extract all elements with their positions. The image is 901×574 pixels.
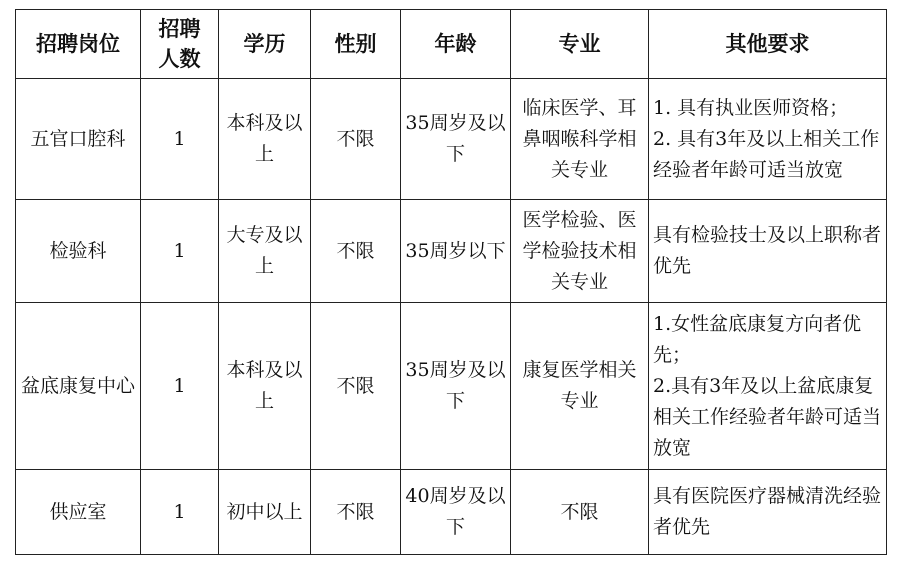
other-line: 2.具有3年及以上盆底康复相关工作经验者年龄可适当放宽 (653, 374, 882, 459)
cell-major: 医学检验、医学检验技术相关专业 (511, 200, 649, 303)
table-row (16, 200, 887, 303)
cell-gender: 不限 (311, 303, 401, 470)
other-line: 1.女性盆底康复方向者优先； (653, 312, 862, 366)
cell-gender: 不限 (311, 200, 401, 303)
header-major: 专业 (511, 10, 649, 79)
header-gender: 性别 (311, 10, 401, 79)
cell-age: 40周岁及以下 (401, 470, 511, 555)
other-line: 2. 具有3年及以上相关工作经验者年龄可适当放宽 (653, 127, 880, 181)
other-line: 具有检验技士及以上职称者优先 (653, 224, 882, 277)
cell-age: 35周岁以下 (401, 200, 511, 303)
cell-position: 五官口腔科 (16, 79, 141, 200)
header-other: 其他要求 (649, 10, 887, 79)
header-education: 学历 (219, 10, 311, 79)
header-age: 年龄 (401, 10, 511, 79)
header-position: 招聘岗位 (16, 10, 141, 79)
table-row (16, 79, 887, 200)
cell-major: 康复医学相关专业 (511, 303, 649, 470)
cell-position: 供应室 (16, 470, 141, 555)
cell-position: 检验科 (16, 200, 141, 303)
header-count (141, 10, 219, 79)
cell-other (649, 200, 887, 303)
cell-education: 本科及以上 (219, 303, 311, 470)
header-row (16, 10, 887, 79)
cell-other (649, 79, 887, 200)
cell-major: 临床医学、耳鼻咽喉科学相关专业 (511, 79, 649, 200)
header-count-text: 招聘人数 (158, 17, 201, 71)
cell-position: 盆底康复中心 (16, 303, 141, 470)
cell-count: 1 (141, 303, 219, 470)
cell-education: 本科及以上 (219, 79, 311, 200)
recruitment-table (15, 9, 887, 555)
table-row (16, 470, 887, 555)
cell-gender: 不限 (311, 470, 401, 555)
table-row (16, 303, 887, 470)
cell-age: 35周岁及以下 (401, 303, 511, 470)
cell-count: 1 (141, 200, 219, 303)
cell-count: 1 (141, 79, 219, 200)
cell-count: 1 (141, 470, 219, 555)
cell-education: 初中以上 (219, 470, 311, 555)
other-line: 具有医院医疗器械清洗经验者优先 (653, 485, 882, 538)
cell-education: 大专及以上 (219, 200, 311, 303)
cell-other (649, 470, 887, 555)
other-line: 1. 具有执业医师资格； (653, 96, 849, 119)
cell-other (649, 303, 887, 470)
cell-gender: 不限 (311, 79, 401, 200)
cell-major: 不限 (511, 470, 649, 555)
cell-age: 35周岁及以下 (401, 79, 511, 200)
